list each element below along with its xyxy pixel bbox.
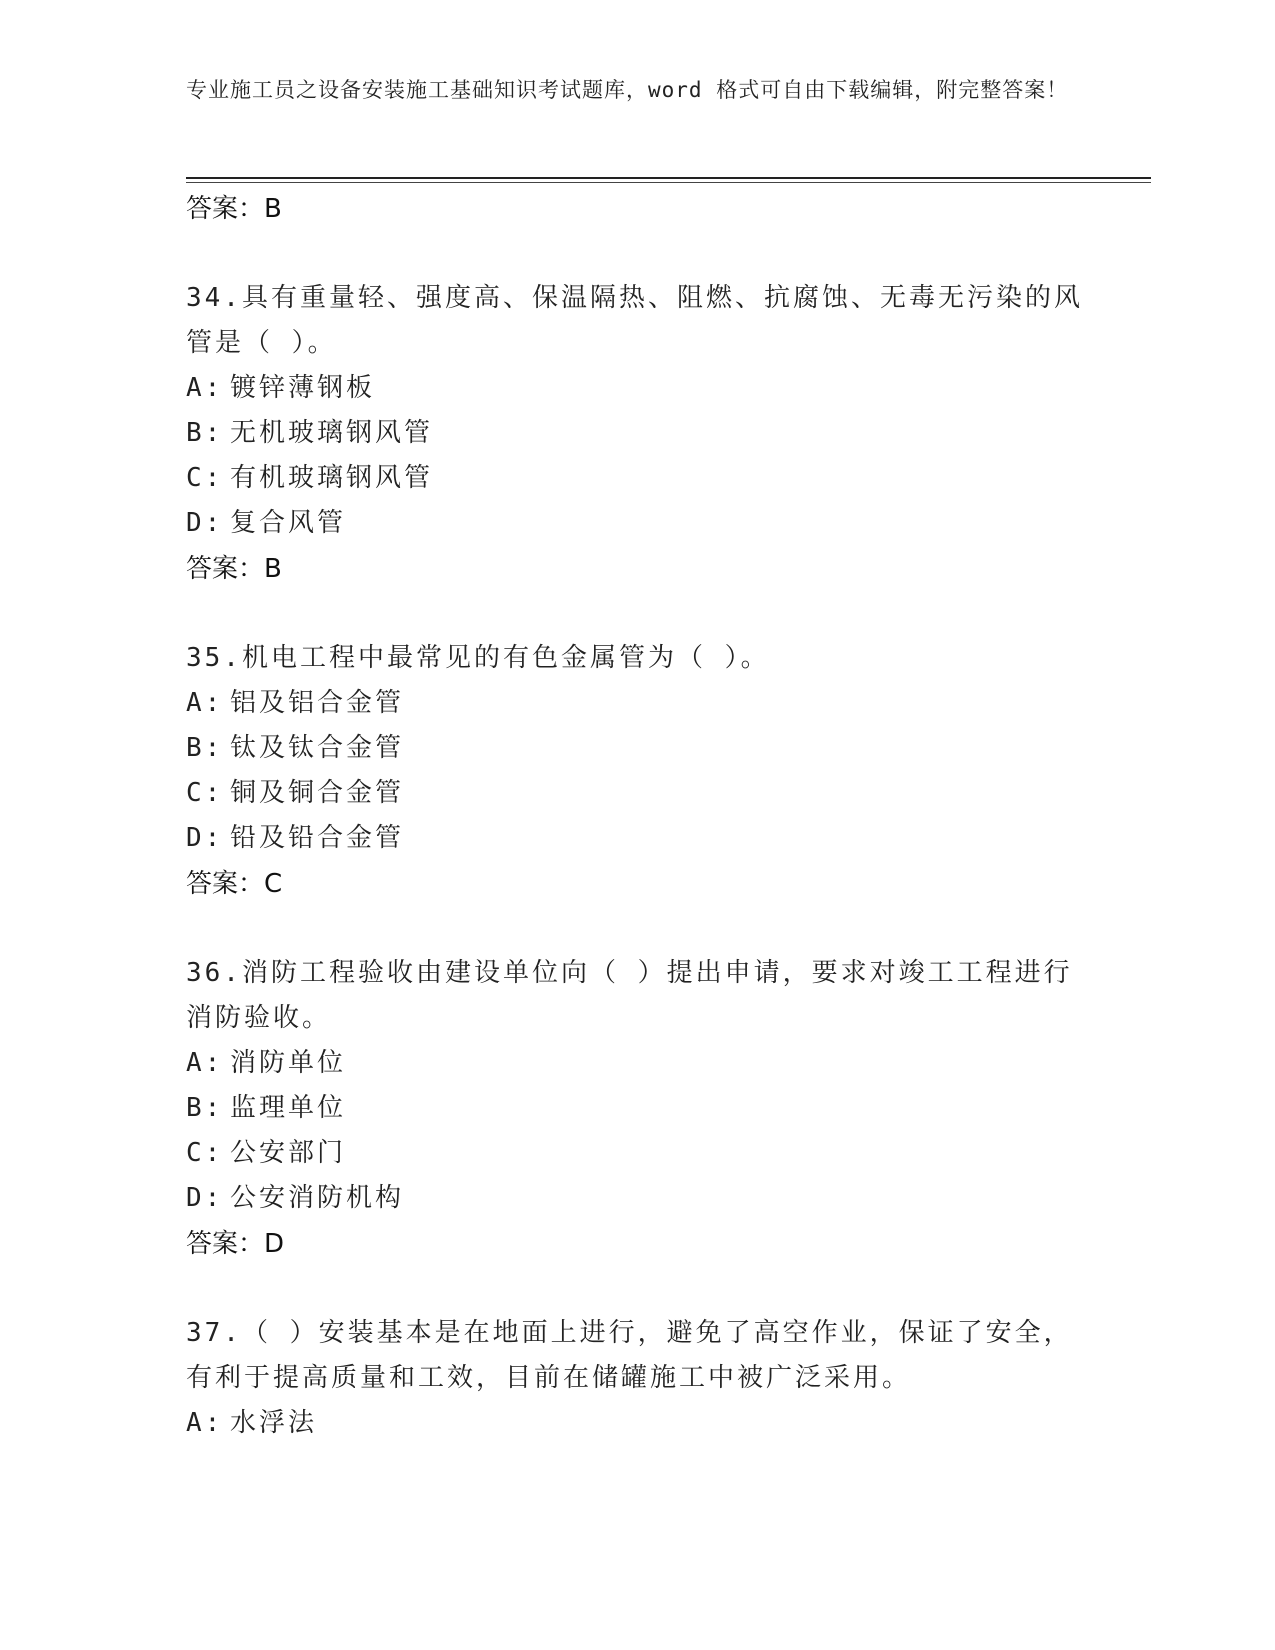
- question-block: [186, 636, 1086, 907]
- option-label: A:: [186, 1408, 224, 1438]
- answer-line: 答案：B: [186, 554, 282, 584]
- option-label: B:: [186, 1093, 224, 1123]
- option-label: D:: [186, 1183, 224, 1213]
- question-block: [186, 951, 1086, 1267]
- option-text: 钛及钛合金管: [230, 733, 405, 763]
- question-block: [186, 1311, 1086, 1446]
- option-c: [186, 456, 1086, 501]
- option-label: C:: [186, 1138, 224, 1168]
- option-text: 铜及铜合金管: [230, 778, 405, 808]
- answer-line: 答案：C: [186, 869, 283, 899]
- option-a: [186, 681, 1086, 726]
- question-stem: 35.机电工程中最常见的有色金属管为（ ）。: [186, 643, 770, 673]
- question-stem: 34.具有重量轻、强度高、保温隔热、阻燃、抗腐蚀、无毒无污染的风管是（ ）。: [186, 283, 1083, 358]
- answer-line: 答案：B: [186, 194, 282, 224]
- question-block: [186, 276, 1086, 592]
- option-text: 铅及铅合金管: [230, 823, 405, 853]
- option-text: 铝及铝合金管: [230, 688, 405, 718]
- option-c: [186, 1131, 1086, 1176]
- option-a: [186, 1041, 1086, 1086]
- header-rule-thick: [186, 177, 1151, 179]
- option-label: A:: [186, 688, 224, 718]
- question-stem: 37.（ ）安装基本是在地面上进行，避免了高空作业，保证了安全，有利于提高质量和工效，目前在储罐施工中被广泛采用。: [186, 1318, 1073, 1393]
- option-a: [186, 1401, 1086, 1446]
- option-text: 无机玻璃钢风管: [230, 418, 434, 448]
- option-label: C:: [186, 463, 224, 493]
- option-d: [186, 1176, 1086, 1221]
- answer-line: 答案：D: [186, 1229, 285, 1259]
- page-header: 专业施工员之设备安装施工基础知识考试题库，word 格式可自由下载编辑，附完整答案！: [186, 78, 1069, 102]
- option-b: [186, 726, 1086, 771]
- option-d: [186, 501, 1086, 546]
- option-d: [186, 816, 1086, 861]
- option-text: 复合风管: [230, 508, 347, 538]
- option-label: A:: [186, 373, 224, 403]
- option-label: C:: [186, 778, 224, 808]
- option-text: 镀锌薄钢板: [230, 373, 376, 403]
- exam-content: [186, 186, 1086, 1446]
- option-a: [186, 366, 1086, 411]
- option-text: 有机玻璃钢风管: [230, 463, 434, 493]
- header-rule-thin: [186, 182, 1151, 183]
- option-label: D:: [186, 508, 224, 538]
- option-text: 公安消防机构: [230, 1183, 405, 1213]
- option-text: 消防单位: [230, 1048, 347, 1078]
- option-label: B:: [186, 733, 224, 763]
- option-c: [186, 771, 1086, 816]
- question-stem: 36.消防工程验收由建设单位向（ ）提出申请，要求对竣工工程进行消防验收。: [186, 958, 1073, 1033]
- option-text: 公安部门: [230, 1138, 347, 1168]
- option-text: 监理单位: [230, 1093, 347, 1123]
- option-b: [186, 1086, 1086, 1131]
- option-label: A:: [186, 1048, 224, 1078]
- option-label: D:: [186, 823, 224, 853]
- option-b: [186, 411, 1086, 456]
- option-label: B:: [186, 418, 224, 448]
- option-text: 水浮法: [230, 1408, 318, 1438]
